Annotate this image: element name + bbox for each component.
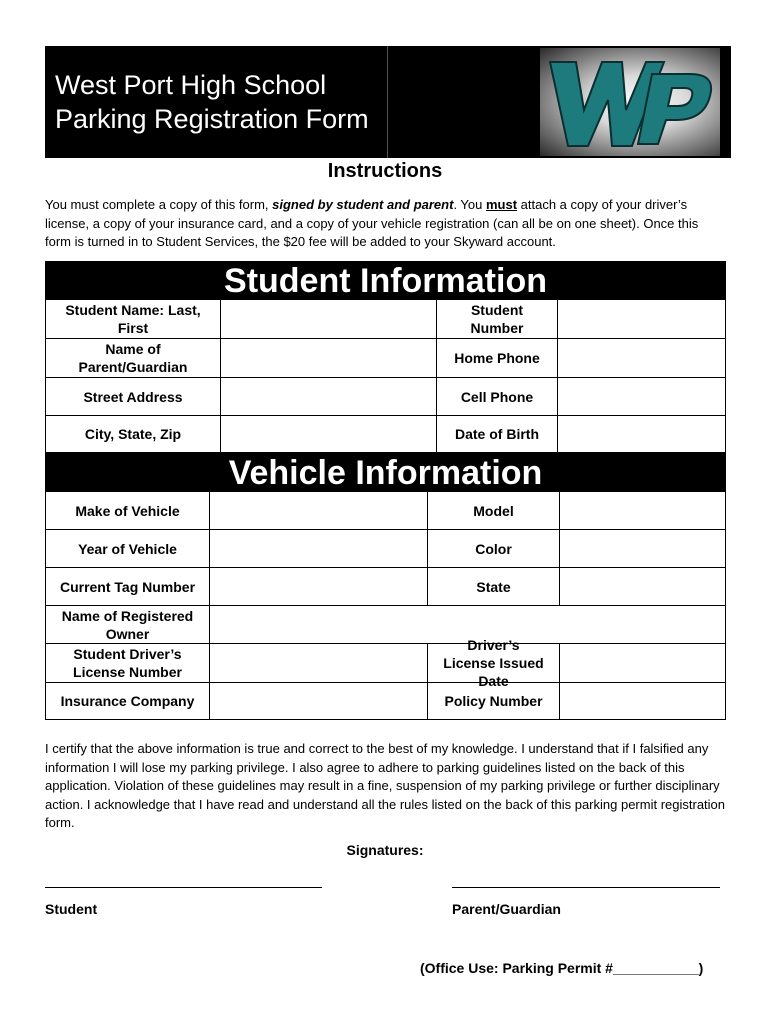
make-of-vehicle-label: Make of Vehicle: [45, 492, 209, 529]
policy-number-field[interactable]: [559, 683, 726, 719]
drivers-license-number-label: Student Driver’s License Number: [45, 644, 209, 682]
table-row: [45, 683, 726, 720]
table-row: [45, 492, 726, 530]
city-state-zip-label: City, State, Zip: [45, 416, 220, 452]
school-name: West Port High School: [55, 70, 327, 100]
license-issued-date-field[interactable]: [559, 644, 726, 682]
table-row: [45, 530, 726, 568]
current-tag-number-label: Current Tag Number: [45, 568, 209, 605]
parent-guardian-name-field[interactable]: [220, 339, 436, 377]
parent-signature-line[interactable]: [452, 887, 720, 888]
state-field[interactable]: [559, 568, 726, 605]
table-row: [45, 637, 726, 689]
model-label: Model: [427, 492, 559, 529]
student-name-label: Student Name: Last, First: [45, 300, 220, 338]
make-of-vehicle-field[interactable]: [209, 492, 427, 529]
street-address-label: Street Address: [45, 378, 220, 415]
parent-signature-label: Parent/Guardian: [452, 901, 561, 917]
table-row: [45, 606, 726, 644]
drivers-license-number-field[interactable]: [209, 644, 427, 682]
form-title: Parking Registration Form: [55, 104, 369, 134]
table-row: [45, 378, 726, 416]
state-label: State: [427, 568, 559, 605]
registered-owner-label: Name of Registered Owner: [45, 606, 209, 643]
table-row: [45, 339, 726, 378]
student-name-field[interactable]: [220, 300, 436, 338]
table-row: [45, 300, 726, 339]
header-title-block: [45, 46, 388, 158]
instructions-part3: attach a copy of your driver’s license, a copy of your insurance card, and a copy of your vehicle registration (can all be on one sheet). Once this form is turned in to Student Services, the $20 fee will be added to your Skyward account.: [45, 197, 699, 249]
student-information-table: [45, 300, 726, 453]
model-field[interactable]: [559, 492, 726, 529]
street-address-field[interactable]: [220, 378, 436, 415]
instructions-must: must: [485, 197, 518, 212]
student-signature-label: Student: [45, 901, 98, 917]
instructions-part2: . You: [453, 197, 486, 212]
year-of-vehicle-label: Year of Vehicle: [45, 530, 209, 567]
signatures-title: Signatures:: [346, 842, 424, 858]
instructions-title: Instructions: [327, 160, 443, 182]
student-information-heading: Student Information: [45, 261, 726, 300]
cell-phone-field[interactable]: [557, 378, 726, 415]
year-of-vehicle-field[interactable]: [209, 530, 427, 567]
certification-statement: I certify that the above information is true and correct to the best of my knowledge. I understand that if I falsified any information I will lose my parking privilege. I also agree to adhere to parking guidelines listed on the back of this application. Violation of these guidelines may result in a fine, suspension of my parking privilege or further disciplinary action. I acknowledge that I have read and understand all the rules listed on the back of this parking permit registration form.: [45, 741, 726, 830]
logo-panel: [388, 46, 731, 158]
student-number-field[interactable]: [557, 300, 726, 338]
home-phone-field[interactable]: [557, 339, 726, 377]
instructions-emphasis: signed by student and parent: [272, 197, 454, 212]
parent-guardian-name-label: Name of Parent/Guardian: [45, 339, 220, 377]
student-number-label: Student Number: [436, 300, 557, 338]
cell-phone-label: Cell Phone: [436, 378, 557, 415]
policy-number-label: Policy Number: [427, 683, 559, 719]
instructions-part1: You must complete a copy of this form,: [45, 197, 273, 212]
license-issued-date-label: Driver’s License Issued Date: [427, 644, 559, 682]
instructions-text: [45, 196, 725, 252]
school-logo: [540, 48, 720, 156]
vehicle-information-heading: Vehicle Information: [45, 453, 726, 492]
office-use-permit-number: (Office Use: Parking Permit #___________): [420, 960, 704, 976]
home-phone-label: Home Phone: [436, 339, 557, 377]
table-row: [45, 568, 726, 606]
form-header: [45, 46, 731, 158]
insurance-company-field[interactable]: [209, 683, 427, 719]
table-row: [45, 416, 726, 453]
current-tag-number-field[interactable]: [209, 568, 427, 605]
city-state-zip-field[interactable]: [220, 416, 436, 452]
insurance-company-label: Insurance Company: [45, 683, 209, 719]
date-of-birth-field[interactable]: [557, 416, 726, 452]
vehicle-information-table: [45, 492, 726, 720]
color-field[interactable]: [559, 530, 726, 567]
color-label: Color: [427, 530, 559, 567]
student-signature-line[interactable]: [45, 887, 322, 888]
date-of-birth-label: Date of Birth: [436, 416, 557, 452]
